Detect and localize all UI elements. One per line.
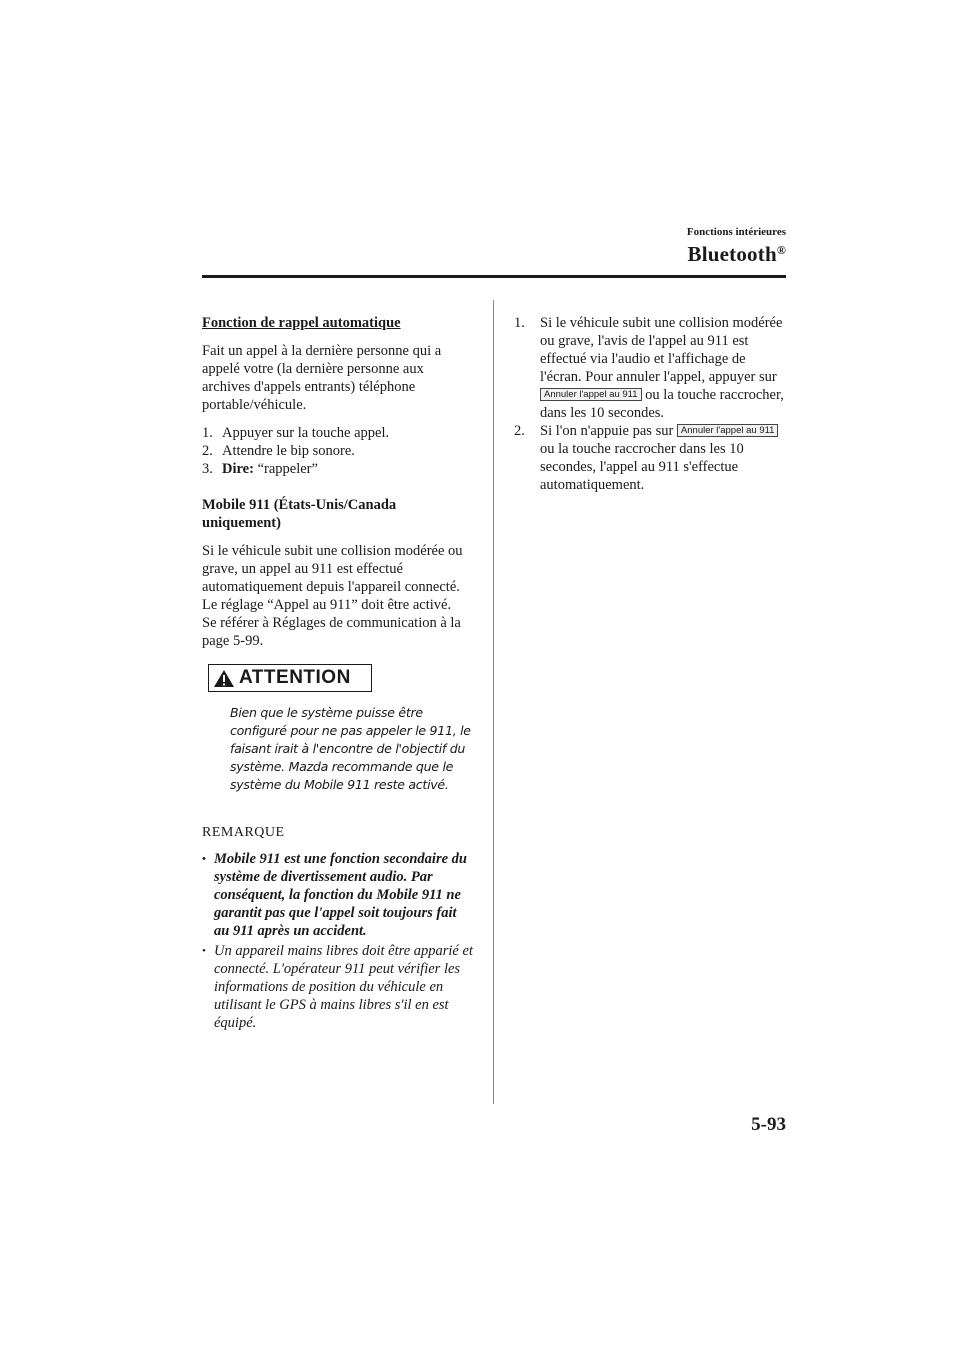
- attention-label: ATTENTION: [239, 667, 351, 688]
- cancel-911-button: Annuler l'appel au 911: [677, 424, 779, 437]
- bullet: •: [202, 945, 206, 957]
- right-column: [514, 314, 786, 494]
- step-text: “rappeler”: [253, 461, 318, 477]
- remarque-heading: REMARQUE: [202, 825, 285, 840]
- note-item: [202, 850, 474, 940]
- rappel-heading: Fonction de rappel automatique: [202, 315, 401, 331]
- chapter-title: [688, 242, 786, 267]
- step-number: 1.: [514, 315, 525, 331]
- step-text: Si l'on n'appuie pas sur: [540, 423, 677, 439]
- step-text: ou la touche raccrocher, dans les 10 secondes.: [540, 387, 784, 421]
- chapter-title-text: Bluetooth: [687, 242, 777, 266]
- mobile-911-reference: Se référer à Réglages de communication à la page 5-99.: [202, 615, 461, 649]
- attention-text: Bien que le système puisse être configuré pour ne pas appeler le 911, le faisant irait à l'encontre de l'objectif du système. Mazda recommande que le système du Mobile 911 reste activé.: [230, 705, 471, 792]
- step-text: Appuyer sur la touche appel.: [222, 425, 390, 441]
- mobile-911-steps: [514, 314, 786, 494]
- rappel-intro: Fait un appel à la dernière personne qui a appelé votre (la dernière personne aux archives d'appels entrants) téléphone portable/véhicule.: [202, 343, 442, 413]
- section-label: Fonctions intérieures: [686, 226, 786, 238]
- cancel-911-button: Annuler l'appel au 911: [540, 388, 642, 401]
- note-text: Un appareil mains libres doit être apparié et connecté. L'opérateur 911 peut vérifier les informations de position du véhicule en utilisant le GPS à mains libres s'il en est équipé.: [214, 943, 473, 1031]
- step-text: Attendre le bip sonore.: [222, 443, 355, 459]
- registered-mark: ®: [776, 243, 786, 257]
- step-text: ou la touche raccrocher dans les 10 secondes, l'appel au 911 s'effectue automatiquement.: [540, 441, 744, 493]
- step-number: 2.: [202, 443, 213, 459]
- mobile-911-text: Si le véhicule subit une collision modérée ou grave, un appel au 911 est effectué automatiquement depuis l'appareil connecté. Le réglage “Appel au 911” doit être activé.: [202, 543, 463, 613]
- attention-box: [208, 664, 372, 692]
- step-item: [514, 422, 786, 494]
- note-text: Mobile 911 est une fonction secondaire du système de divertissement audio. Par conséquent, la fonction du Mobile 911 ne garantit pas que l'appel soit toujours fait au 911 après un accident.: [214, 851, 467, 939]
- left-column: [202, 314, 474, 1034]
- step-item: [202, 442, 474, 460]
- step-number: 1.: [202, 425, 213, 441]
- bullet: •: [202, 853, 206, 865]
- column-divider: [493, 300, 494, 1104]
- warning-triangle-icon: [213, 669, 235, 688]
- step-item: [514, 314, 786, 422]
- step-item: [202, 424, 474, 442]
- step-number: 3.: [202, 461, 213, 477]
- step-number: 2.: [514, 423, 525, 439]
- step-prefix: Dire:: [222, 461, 254, 477]
- rappel-steps: [202, 424, 474, 478]
- step-text: Si le véhicule subit une collision modérée ou grave, l'avis de l'appel au 911 est effectué via l'audio et l'affichage de l'écran. Pour annuler l'appel, appuyer sur: [540, 315, 783, 385]
- note-item: [202, 942, 474, 1032]
- mobile-911-heading: Mobile 911 (États-Unis/Canada uniquement): [202, 497, 397, 531]
- step-item: [202, 460, 474, 478]
- page-number: 5-93: [751, 1114, 786, 1135]
- header-rule: [202, 275, 786, 278]
